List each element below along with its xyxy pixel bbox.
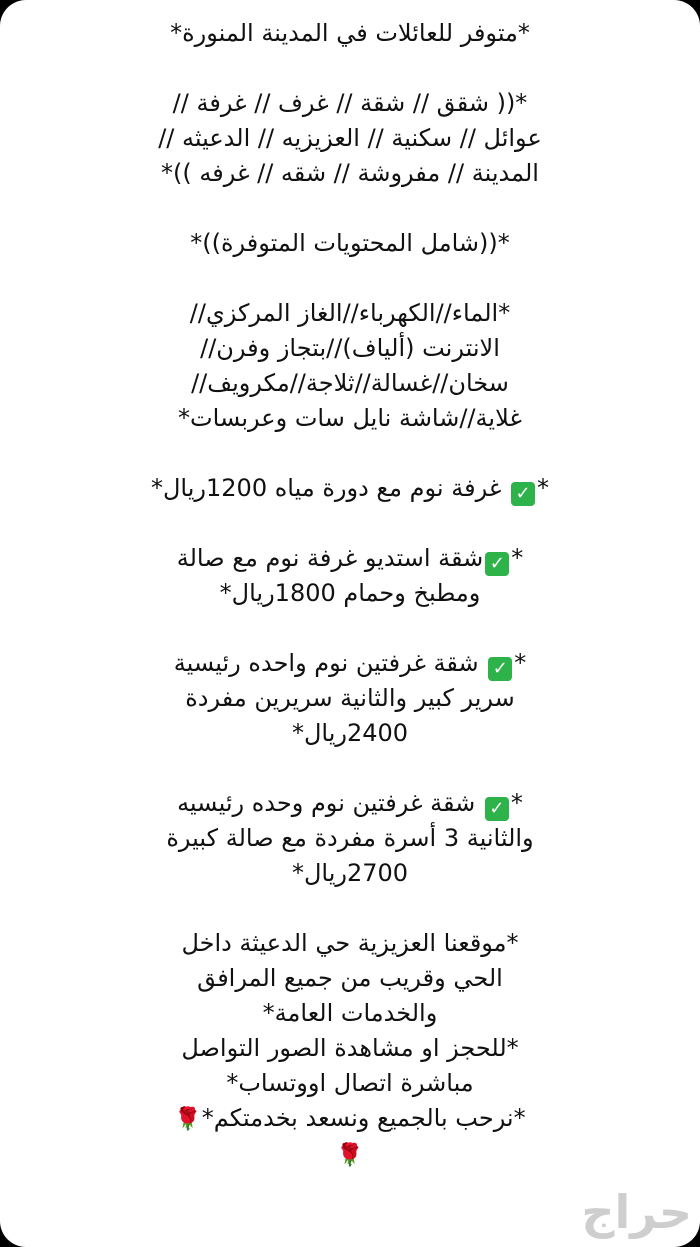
amenities-line: سخان//غسالة//ثلاجة//مكرويف// <box>191 369 509 397</box>
amenities-line: غلاية//شاشة نايل سات وعربسات* <box>178 404 522 432</box>
haraj-watermark: حراج <box>581 1185 692 1239</box>
rose-line <box>30 1137 670 1173</box>
types-line: عوائل // سكنية // العزيزيه // الدعيثه // <box>158 124 542 152</box>
offer-room-line: *✓ غرفة نوم مع دورة مياه 1200ريال* <box>150 474 549 504</box>
location-line: الحي وقريب من جميع المرافق <box>197 964 503 992</box>
amenities-line: الانترنت (ألياف)//بتجاز وفرن// <box>200 334 500 362</box>
types-line: *(( شقق // شقة // غرف // غرفة // <box>172 89 528 117</box>
location-line: والخدمات العامة* <box>262 999 438 1027</box>
offer-two-bedroom-line: 2400ريال* <box>291 719 409 747</box>
types-line: المدينة // مفروشة // شقه // غرفه ))* <box>161 159 539 187</box>
contact-line: *للحجز او مشاهدة الصور التواصل <box>181 1034 519 1062</box>
offer-large-apartment-line: والثانية 3 أسرة مفردة مع صالة كبيرة <box>166 824 534 852</box>
check-mark-icon: ✓ <box>485 797 509 821</box>
check-mark-icon: ✓ <box>488 657 512 681</box>
check-mark-icon: ✓ <box>485 552 509 576</box>
contact-line: مباشرة اتصال اووتساب* <box>226 1069 474 1097</box>
included-line: *((شامل المحتويات المتوفرة))* <box>190 229 510 257</box>
rose-icon: 🌹 <box>174 1107 202 1132</box>
rose-icon: 🌹 <box>336 1143 364 1168</box>
offer-large-apartment-line: *✓ شقة غرفتين نوم وحده رئيسيه <box>177 789 523 819</box>
location-line: *موقعنا العزيزية حي الدعيثة داخل <box>181 929 519 957</box>
welcome-line: *نرحب بالجميع ونسعد بخدمتكم*🌹 <box>30 1101 670 1137</box>
intro-line: *متوفر للعائلات في المدينة المنورة* <box>170 19 530 47</box>
offer-two-bedroom-line: *✓ شقة غرفتين نوم واحده رئيسية <box>173 649 527 679</box>
offer-large-apartment-line: 2700ريال* <box>291 859 409 887</box>
offer-studio-line: *✓شقة استديو غرفة نوم مع صالة <box>176 544 524 574</box>
offer-studio-line: ومطبخ وحمام 1800ريال* <box>219 579 481 607</box>
offer-two-bedroom-line: سرير كبير والثانية سريرين مفردة <box>185 684 515 712</box>
check-mark-icon: ✓ <box>511 482 535 506</box>
amenities-line: *الماء//الكهرباء//الغاز المركزي// <box>189 299 511 327</box>
